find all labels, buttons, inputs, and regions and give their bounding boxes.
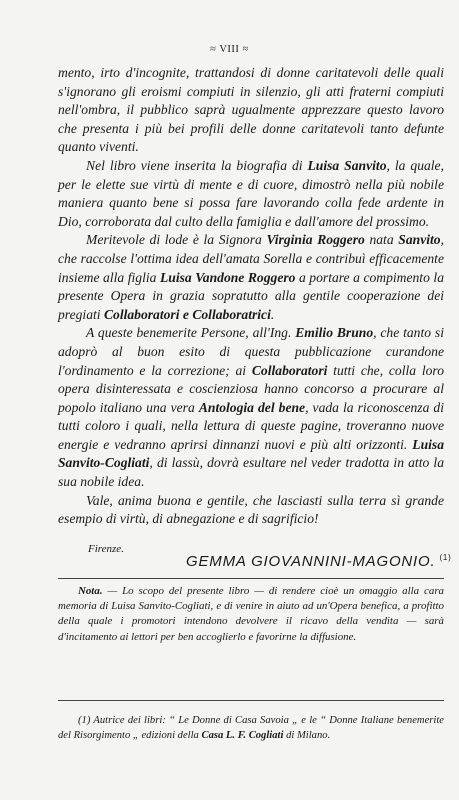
text-run: mento, irto d'incognite, trattandosi di donne caritatevoli delle quali s'ignorano gli eroismi compiuti in silenzio, gli atti fraterni compiuti nell'ombra, il pubblico saprà ugualmente apprezzare questo lavoro che presenta i più bei profili delle donne caritatevoli tanto defunte quanto viventi. <box>58 65 444 155</box>
signature-footnote-ref: (1) <box>439 553 452 562</box>
bold-name: Luisa Vandone Roggero <box>159 269 296 285</box>
text-run: Vale, anima buona e gentile, che lasciasti sulla terra sì grande esempio di virtù, di abnegazione e di sagrificio! <box>58 492 444 527</box>
paragraph-3 <box>58 231 444 324</box>
text-run: Nel libro viene inserita la biografia di <box>86 157 308 173</box>
text-run: A queste benemerite Persone, all'Ing. <box>86 325 296 341</box>
text-run: — Lo scopo del presente libro — di rendere cioè un omaggio alla cara memoria di Luisa Sanvito-Cogliati, e di venire in aiuto ad un'Opera benefica, a profitto della quale i promotori intendono devolvere il ricavo della vendita — sarà d'incitamento ai lettori per ben accoglierlo e favorirne la diffusione. <box>58 585 444 643</box>
paragraph-4 <box>58 324 444 491</box>
text-run: , vada la riconoscenza di tutti coloro i quali, nella lettura di queste pagine, troveranno nuove energie e vedranno aprirsi dinnanzi nuovi e più alti orizzonti. <box>58 399 444 452</box>
text-run: , che raccolse l'ottima idea dell'amata Sorella e contribuì efficacemente insieme alla figlia <box>58 232 444 285</box>
paragraph-5 <box>58 492 444 529</box>
text-run: (1) Autrice dei libri: “ Le Donne di Casa Savoia „ e le “ Donne Italiane benemerite del Risorgimento „ edizioni della <box>58 715 444 741</box>
text-run: Meritevole di lode è la Signora <box>86 232 267 248</box>
text-run: . <box>270 306 275 322</box>
text-run: nata <box>364 232 399 248</box>
paragraph-2 <box>58 157 444 231</box>
paragraph-1 <box>58 64 444 157</box>
footnote-block <box>58 714 444 744</box>
text-run: di Milano. <box>283 729 331 741</box>
note-text <box>58 584 444 645</box>
text-run: , la quale, per le elette sue virtù di mente e di cuore, dimostrò nella più nobile maniera quanto bene si possa fare lavorando colla fede ardente in Dio, corroborata dal culto della famiglia e dall'amore del prossimo. <box>58 157 444 229</box>
body-text <box>58 64 444 529</box>
bold-name: Virginia Roggero <box>266 232 365 248</box>
note-divider <box>58 578 444 579</box>
text-run: a portare a compimento la presente Opera in grazia sopratutto alla gentile cooperazione dei pregiati <box>58 269 444 322</box>
bold-name: Antologia del bene <box>198 399 306 415</box>
text-run: , di lassù, dovrà esultare nel veder tradotta in atto la sua nobile idea. <box>58 455 444 490</box>
page-number: ≈ VIII ≈ <box>210 44 249 55</box>
bold-name: Casa L. F. Cogliati <box>201 729 284 741</box>
bold-name: Collaboratori e Collaboratrici <box>103 306 271 322</box>
bold-name: Emilio Bruno <box>295 325 374 341</box>
author-signature <box>186 553 452 570</box>
note-block <box>58 584 444 645</box>
footnote-divider <box>58 700 444 701</box>
text-run: , che tanto si adoprò al buon esito di questa pubblicazione curandone l'ordinamento e la correzione; ai <box>58 325 444 378</box>
bold-name: Luisa Sanvito <box>307 157 387 173</box>
bold-name: Collaboratori <box>251 362 328 378</box>
text-run: tutti che, colla loro opera disinteressata e coscienziosa hanno concorso a procurare al popolo italiano una vera <box>58 362 444 415</box>
footnote-text <box>58 714 444 744</box>
bold-name: Luisa Sanvito-Cogliati <box>58 436 444 471</box>
bold-name: Sanvito <box>398 232 441 248</box>
signature-text: GEMMA GIOVANNINI-MAGONIO. <box>186 553 436 570</box>
place-name: Firenze. <box>88 543 124 555</box>
bold-name: Nota. <box>78 585 103 597</box>
